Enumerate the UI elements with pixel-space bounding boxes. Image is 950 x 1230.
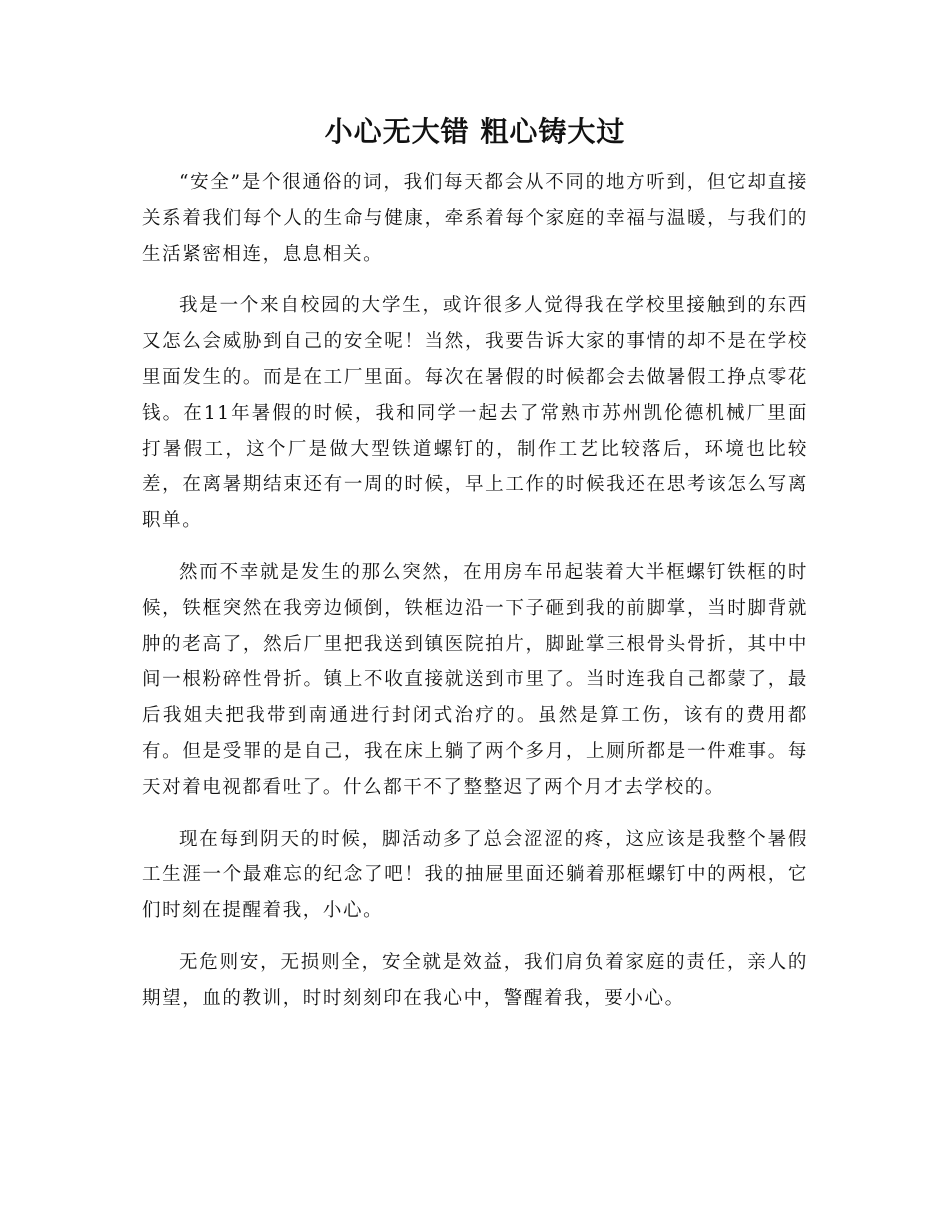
paragraph: 现在每到阴天的时候，脚活动多了总会涩涩的疼，这应该是我整个暑假工生涯一个最难忘的纪念了吧！我的抽屉里面还躺着那框螺钉中的两根，它们时刻在提醒着我，小心。 — [142, 828, 808, 922]
paragraph: 无危则安，无损则全，安全就是效益，我们肩负着家庭的责任，亲人的期望，血的教训，时时刻刻印在我心中，警醒着我，要小心。 — [142, 951, 808, 1009]
paragraph: 然而不幸就是发生的那么突然，在用房车吊起装着大半框螺钉铁框的时候，铁框突然在我旁边倾倒，铁框边沿一下子砸到我的前脚掌，当时脚背就肿的老高了，然后厂里把我送到镇医院拍片，脚趾掌三根骨头骨折，其中中间一根粉碎性骨折。镇上不收直接就送到市里了。当时连我自己都蒙了，最后我姐夫把我带到南通进行封闭式治疗的。虽然是算工伤，该有的费用都有。但是受罪的是自己，我在床上躺了两个多月，上厕所都是一件难事。每天对着电视都看吐了。什么都干不了整整迟了两个月才去学校的。 — [142, 561, 808, 798]
document-body — [142, 165, 808, 1033]
document-title: 小心无大错 粗心铸大过 — [324, 115, 626, 148]
paragraph: “安全”是个很通俗的词，我们每天都会从不同的地方听到，但它却直接关系着我们每个人的生命与健康，牵系着每个家庭的幸福与温暖，与我们的生活紧密相连，息息相关。 — [142, 172, 808, 265]
paragraph: 我是一个来自校园的大学生，或许很多人觉得我在学校里接触到的东西又怎么会威胁到自己的安全呢！当然，我要告诉大家的事情的却不是在学校里面发生的。而是在工厂里面。每次在暑假的时候都会去做暑假工挣点零花钱。在11年暑假的时候，我和同学一起去了常熟市苏州凯伦德机械厂里面打暑假工，这个厂是做大型铁道螺钉的，制作工艺比较落后，环境也比较差，在离暑期结束还有一周的时候，早上工作的时候我还在思考该怎么写离职单。 — [142, 295, 808, 532]
